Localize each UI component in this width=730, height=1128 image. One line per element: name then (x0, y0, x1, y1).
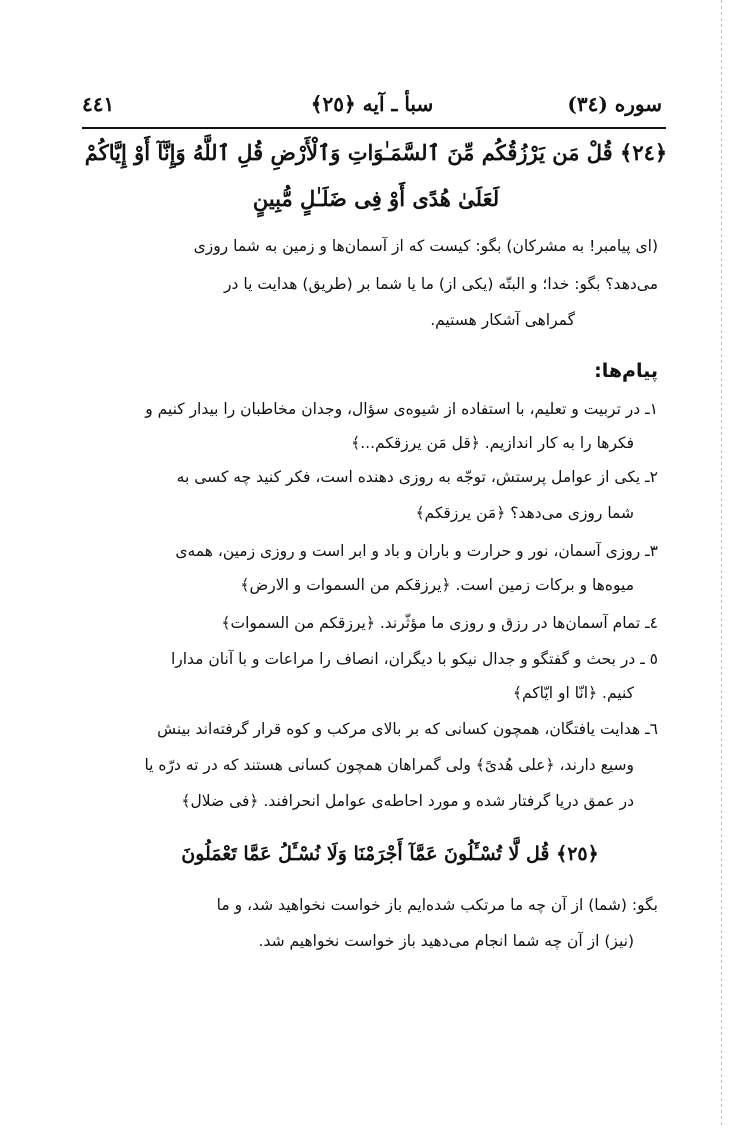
message-1-line-2: فکرها را به کار اندازیم. ﴿قل مَن یرزقکم...﴾ (351, 434, 634, 452)
verse-24-line-1: ﴿٢٤﴾ قُلْ مَن يَرْزُقُكُم مِّنَ ٱلسَّمَـٰوَاتِ وَٱلْأَرْضِ قُلِ ٱللَّهُ وَإِنَّآ أَوْ إِيَّاكُمْ (84, 140, 668, 165)
message-5-line-2: کنیم. ﴿انّا او ایّاکم﴾ (512, 684, 634, 702)
message-6-line-2: وسیع دارند، ﴿علی هُدیً﴾ ولی گمراهان همچون کسانی هستند که در ته درّه یا (144, 756, 634, 774)
verse-25-line-1: ﴿٢٥﴾ قُل لَّا تُسْـَٔلُونَ عَمَّآ أَجْرَمْنَا وَلَا نُسْـَٔلُ عَمَّا تَعْمَلُونَ (181, 843, 599, 865)
verse-label: سبأ ـ آیه ﴿٢٥﴾ (310, 92, 434, 116)
message-1-line-1: ١ـ در تربیت و تعلیم، با استفاده از شیوه‌ی سؤال، وجدان مخاطبان را بیدار کنیم و (145, 400, 658, 418)
message-6-line-1: ٦ـ هدایت یافتگان، همچون کسانی که بر بالای مرکب و کوه قرار گرفته‌اند بینش (157, 720, 658, 738)
translation-24-line-3: گمراهی آشکار هستیم. (430, 311, 575, 329)
verse-24-line-2: لَعَلَىٰ هُدًى أَوْ فِى ضَلَـٰلٍ مُّبِينٍ (252, 186, 500, 211)
message-2-line-1: ٢ـ یکی از عوامل پرستش، توجّه به روزی دهنده است، فکر کنید چه کسی به (176, 468, 658, 486)
translation-25-line-1: بگو: (شما) از آن چه ما مرتکب شده‌ایم باز خواست نخواهید شد، و ما (216, 896, 658, 914)
message-2-line-2: شما روزی می‌دهد؟ ﴿مَن یرزقکم﴾ (415, 504, 634, 522)
message-3-line-2: میوه‌ها و برکات زمین است. ﴿یرزقکم من السموات و الارض﴾ (240, 576, 634, 594)
header-divider (82, 127, 666, 129)
translation-24-line-1: (ای پیامبر! به مشرکان) بگو: کیست که از آسمان‌ها و زمین به شما روزی (193, 237, 658, 255)
message-5-line-1: ٥ ـ در بحث و گفتگو و جدال نیکو با دیگران، انصاف را مراعات و با آنان مدارا (170, 650, 658, 668)
page-header (82, 92, 662, 122)
message-4-line-1: ٤ـ تمام آسمان‌ها در رزق و روزی ما مؤثّرند. ﴿یرزقکم من السموات﴾ (221, 614, 658, 632)
page-edge (721, 0, 722, 1128)
message-6-line-3: در عمق دریا گرفتار شده و مورد احاطه‌ی عوامل انحرافند. ﴿فی ضلال﴾ (181, 792, 634, 810)
messages-heading: پیام‌ها: (594, 360, 658, 382)
surah-label: سوره (٣٤) (567, 92, 662, 116)
page-number: ٤٤١ (82, 92, 115, 116)
translation-24-line-2: می‌دهد؟ بگو: خدا؛ و البتّه (یکی از) ما یا شما بر (طریق) هدایت یا در (224, 275, 658, 293)
message-3-line-1: ٣ـ روزی آسمان، نور و حرارت و باران و باد و ابر است و روزی زمین، همه‌ی (175, 542, 658, 560)
translation-25-line-2: (نیز) از آن چه شما انجام می‌دهید باز خواست نخواهیم شد. (258, 932, 634, 950)
